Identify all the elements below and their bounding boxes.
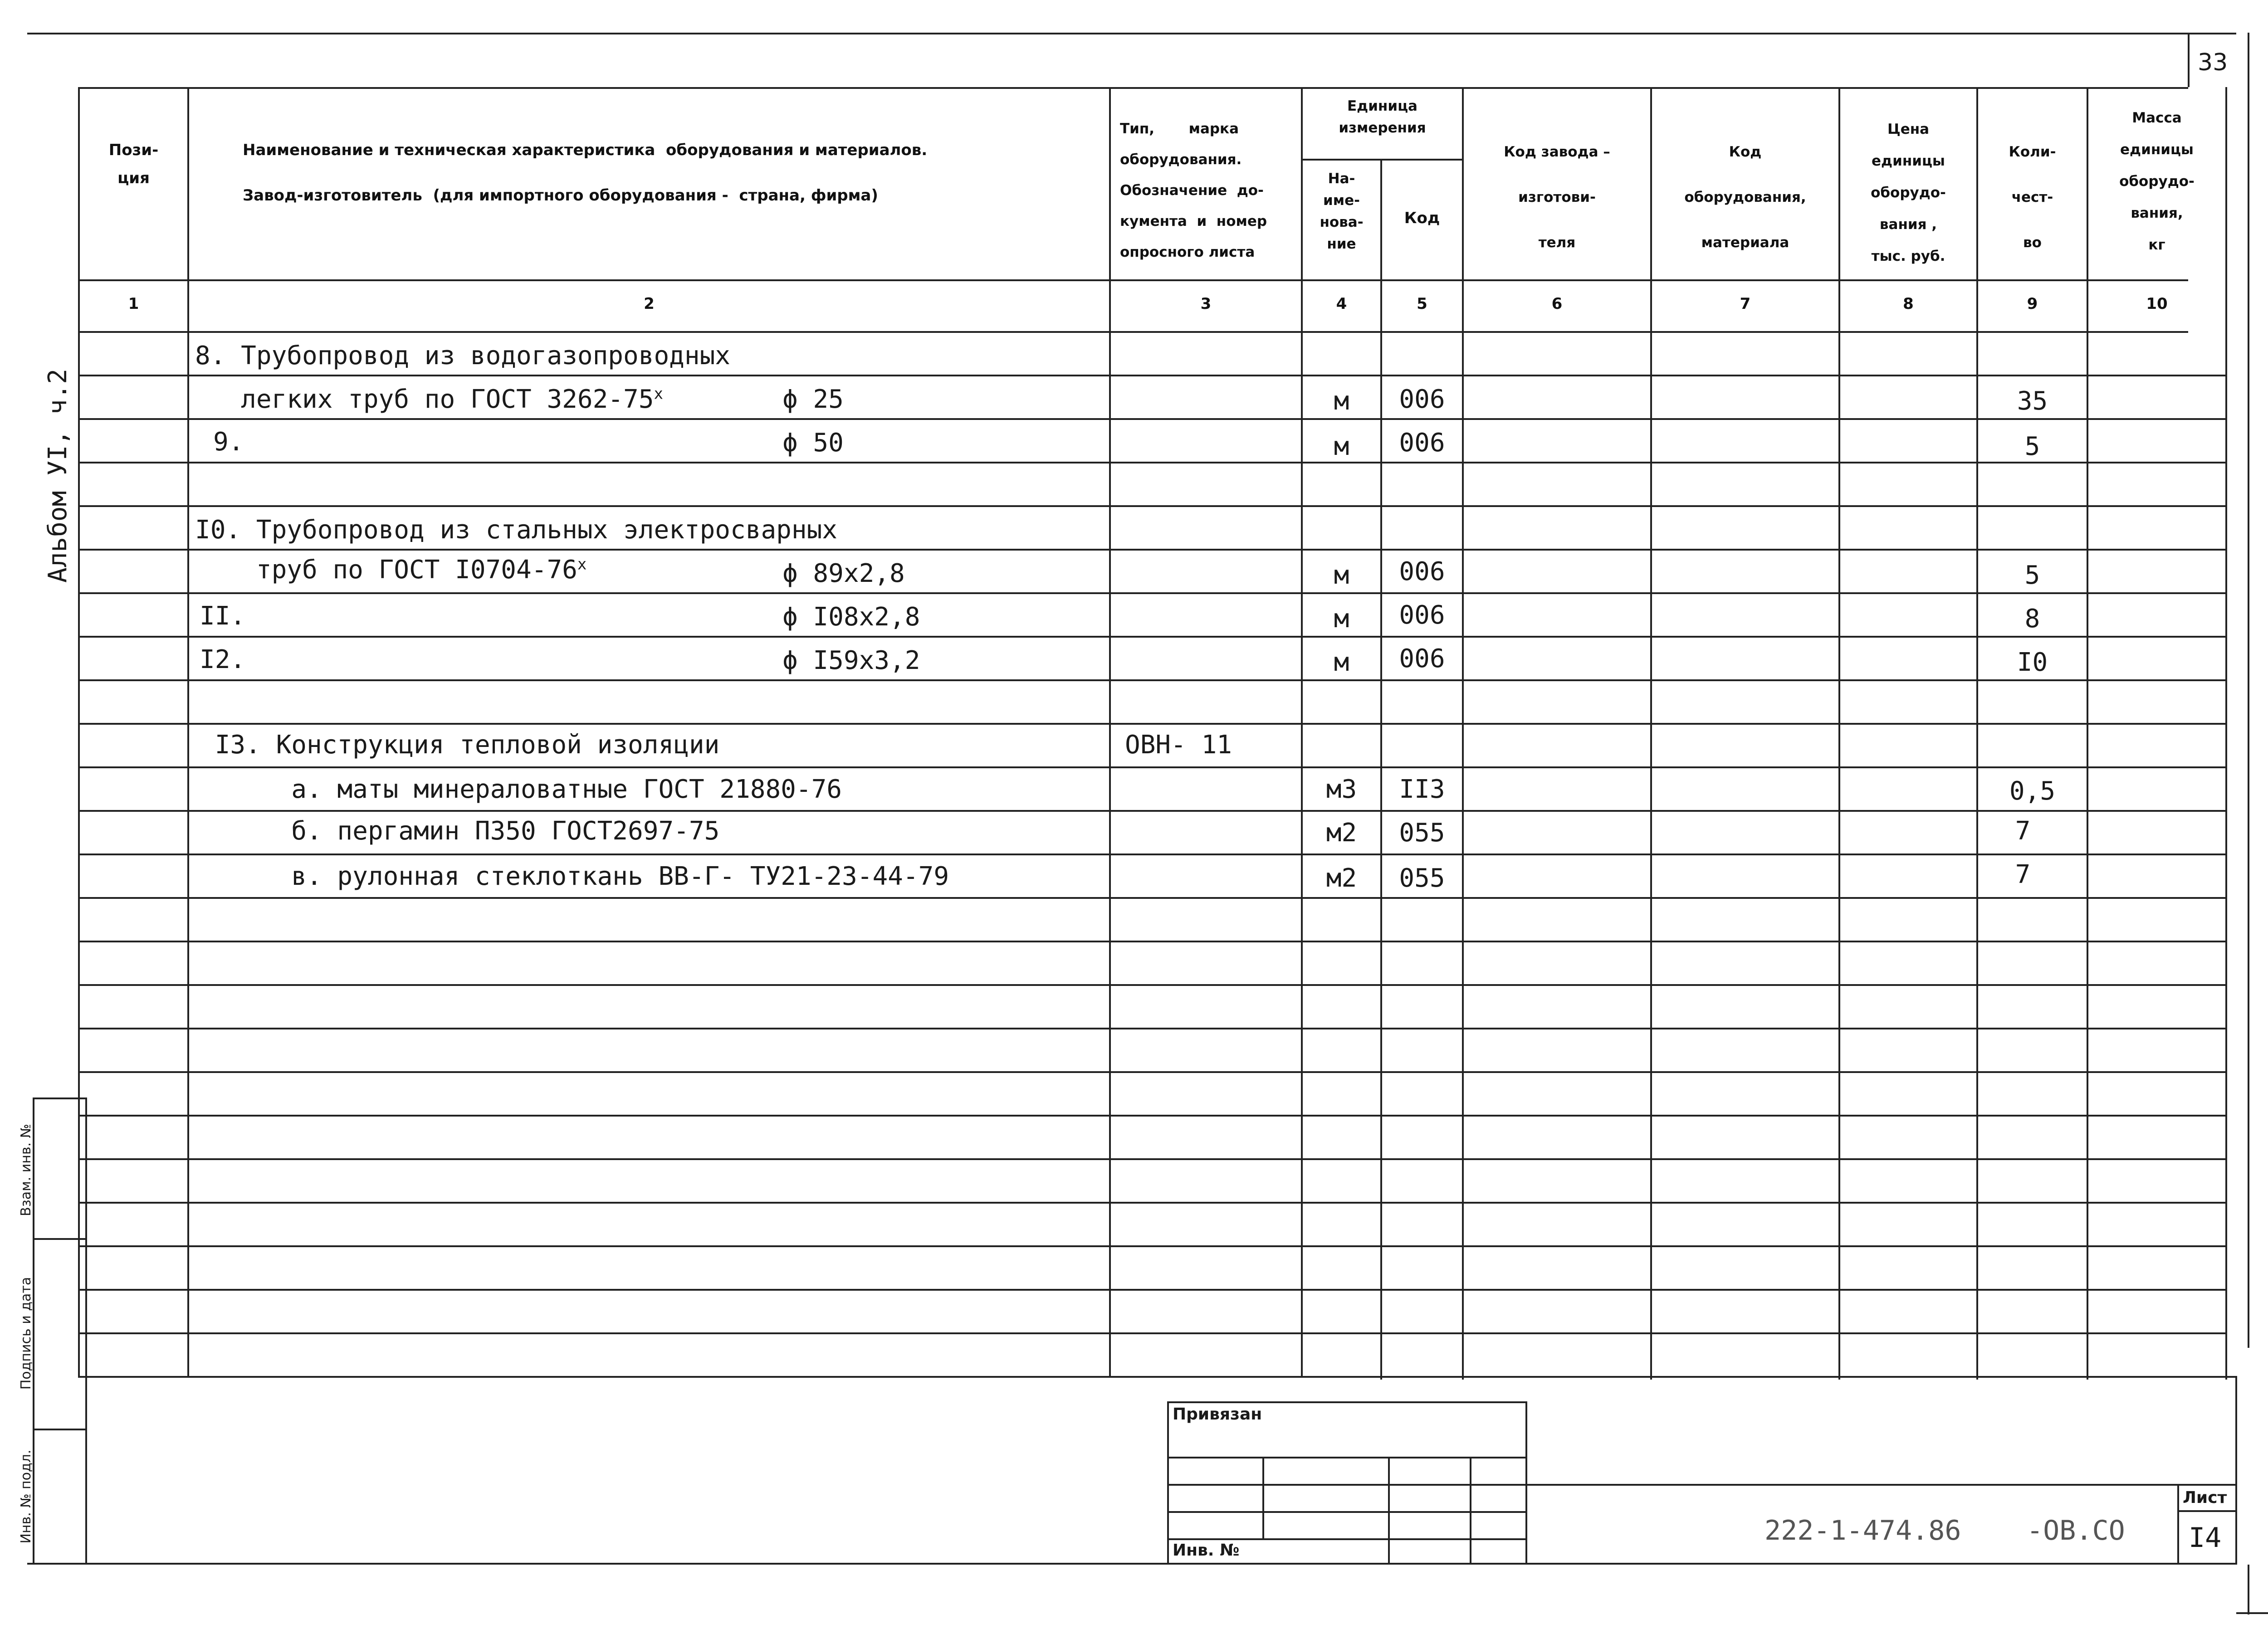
crop-mark — [2236, 1612, 2268, 1614]
header-position: Пози- ция — [108, 141, 159, 187]
colnum-2: 2 — [644, 295, 655, 313]
item-code: II3 — [1399, 775, 1445, 804]
item-name: труб по ГОСТ I0704-76$^x$ — [195, 555, 587, 585]
colnum-3: 3 — [1200, 295, 1212, 313]
item-unit: м — [1334, 561, 1349, 590]
item-name: б. пергамин П350 ГОСТ2697-75 — [200, 816, 720, 846]
item-unit: м — [1334, 432, 1349, 461]
item-name: в. рулонная стеклоткань ВВ-Г- ТУ21-23-44-79 — [200, 862, 949, 891]
item-code: 055 — [1399, 818, 1445, 848]
colnum-7: 7 — [1740, 295, 1751, 313]
header-mass: Масса единицы оборудо- вания, кг — [2119, 110, 2195, 253]
item-qty: 7 — [2015, 860, 2031, 889]
item-qty: 5 — [2024, 561, 2040, 590]
item-name: легких труб по ГОСТ 3262-75$^x$ — [195, 385, 663, 414]
page-number-box-left — [2188, 33, 2190, 87]
item-name: 8. Трубопровод из водогазопроводных — [195, 341, 731, 371]
item-code: 006 — [1399, 600, 1445, 630]
album-side-label: Альбом УI, ч.2 — [43, 368, 73, 583]
item-name: I2. — [200, 645, 246, 674]
item-name: а. маты минераловатные ГОСТ 21880-76 — [200, 775, 842, 804]
item-size: ϕ 25 — [782, 385, 844, 414]
header-type: Тип, марка оборудования. Обозначение до- кумента и номер опросного листа — [1120, 121, 1267, 260]
sheet-label: Лист — [2183, 1488, 2227, 1507]
item-code: 006 — [1399, 644, 1445, 673]
item-name: I0. Трубопровод из стальных электросварных — [195, 515, 838, 545]
item-qty: 8 — [2024, 604, 2040, 634]
colnum-5: 5 — [1417, 295, 1427, 313]
side-stamp-label-inv: Инв. № подл. — [18, 1449, 34, 1544]
item-code: 006 — [1399, 428, 1445, 458]
privyazan-label: Привязан — [1173, 1405, 1262, 1424]
item-unit: м2 — [1326, 863, 1357, 893]
item-code: 006 — [1399, 557, 1445, 586]
colnum-8: 8 — [1903, 295, 1914, 313]
item-size: ϕ I08x2,8 — [782, 602, 920, 632]
header-price: Цена единицы оборудо- вания , тыс. руб. — [1871, 121, 1946, 264]
item-unit: м — [1334, 604, 1349, 634]
item-unit: м — [1334, 648, 1349, 677]
colnum-4: 4 — [1336, 295, 1347, 313]
item-name: I3. Конструкция тепловой изоляции — [200, 730, 720, 760]
item-unit: м2 — [1326, 818, 1357, 848]
item-unit: м — [1334, 386, 1349, 416]
item-size: ϕ 89x2,8 — [782, 559, 905, 588]
top-border — [27, 33, 2236, 34]
header-quantity: Коли- чест- во — [2009, 144, 2056, 251]
header-name-line2: Завод-изготовитель (для импортного оборудования - страна, фирма) — [243, 186, 878, 205]
item-qty: 5 — [2024, 432, 2040, 461]
item-qty: 7 — [2015, 816, 2031, 846]
header-unit-name: На- име- нова- ние — [1320, 171, 1364, 252]
header-unit-code: Код — [1404, 209, 1440, 227]
header-equipment-code: Код оборудования, материала — [1684, 144, 1806, 251]
page-number-top: 33 — [2198, 49, 2228, 76]
colnum-1: 1 — [128, 295, 139, 313]
header-name-line1: Наименование и техническая характеристика оборудования и материалов. — [243, 141, 928, 159]
colnum-6: 6 — [1551, 295, 1563, 313]
side-stamp-label-vzam: Взам. инв. № — [18, 1124, 34, 1216]
header-factory-code: Код завода – изготови- теля — [1504, 144, 1610, 251]
colnum-9: 9 — [2027, 295, 2038, 313]
page-number-box-right — [2248, 33, 2249, 1348]
item-qty: I0 — [2017, 648, 2048, 677]
item-unit: м3 — [1326, 775, 1357, 804]
item-code: 055 — [1399, 863, 1445, 893]
document-code: 222-1-474.86 -ОВ.СО — [1765, 1515, 2125, 1546]
sheet-number: I4 — [2189, 1522, 2222, 1554]
item-size: ϕ 50 — [782, 428, 844, 458]
item-qty: 0,5 — [2009, 776, 2056, 806]
colnum-10: 10 — [2146, 295, 2168, 313]
item-qty: 35 — [2017, 386, 2048, 416]
side-stamp-label-sign: Подпись и дата — [18, 1277, 34, 1390]
item-type: ОВН- 11 — [1125, 730, 1232, 760]
item-size: ϕ I59x3,2 — [782, 646, 920, 675]
item-code: 006 — [1399, 385, 1445, 414]
item-name: II. — [200, 601, 246, 631]
crop-mark-v — [2248, 1565, 2249, 1614]
header-unit: Единица измерения — [1339, 98, 1426, 136]
item-name: 9. — [213, 427, 244, 457]
inv-no-label: Инв. № — [1173, 1541, 1240, 1560]
